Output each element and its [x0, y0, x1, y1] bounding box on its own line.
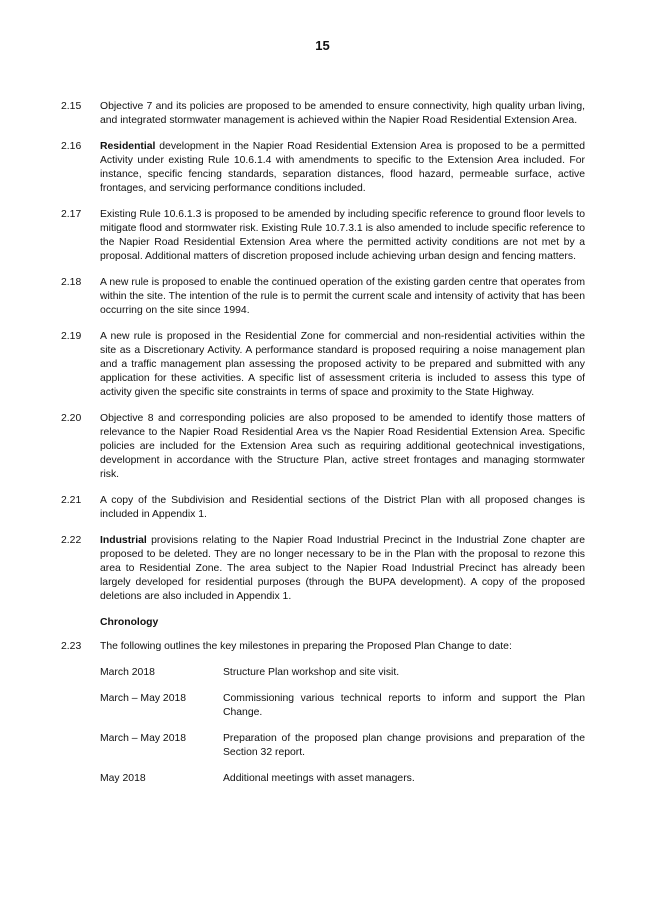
milestone-date: March – May 2018 — [100, 693, 187, 704]
paragraph-text: Objective 8 and corresponding policies are also proposed to be amended to identify those matters of relevance to the Napier Road Residential Area vs the Napier Road Residential Extension Area. Specific policies are included for the Extension Area such as requiring additional geotechnical investigations, development in accordance with the Structure Plan, active street frontages and managing stormwater risk. — [100, 413, 585, 480]
paragraph-2-20 — [61, 412, 585, 482]
paragraph-text: Objective 7 and its policies are proposed to be amended to ensure connectivity, high quality urban living, and integrated stormwater management is achieved within the Napier Road Residential Extension Area. — [100, 101, 585, 126]
paragraph-text: development in the Napier Road Residential Extension Area is proposed to be a permitted Activity under existing Rule 10.6.1.4 with amendments to specific to the Extension Area included. For instance, specific fencing standards, separation distances, flood hazard, permeable surface, active frontages, and servicing performance conditions included. — [100, 141, 585, 194]
paragraph-2-19 — [61, 330, 585, 400]
document-body — [61, 100, 585, 798]
paragraph-lead-bold: Industrial — [100, 535, 147, 546]
paragraph-text: A new rule is proposed in the Residential Zone for commercial and non-residential activities within the site as a Discretionary Activity. A performance standard is proposed requiring a noise management plan and a traffic management plan assessing the proposed activity to be prepared and submitted with any application for these activities. A specific list of assessment criteria is included to assess this type of activity given the specific site constraints in terms of space and proximity to the State Highway. — [100, 331, 585, 398]
paragraph-number: 2.18 — [61, 277, 82, 288]
paragraph-number: 2.19 — [61, 331, 82, 342]
paragraph-2-17 — [61, 208, 585, 264]
paragraph-2-23 — [61, 640, 585, 654]
paragraph-number: 2.17 — [61, 209, 82, 220]
paragraph-2-15 — [61, 100, 585, 128]
paragraph-text: Existing Rule 10.6.1.3 is proposed to be amended by including specific reference to ground floor levels to mitigate flood and stormwater risk. Existing Rule 10.7.3.1 is also amended to include specific reference to the Napier Road Residential Extension Area where the permitted activity conditions are not met by a proposal. Additional matters of discretion proposed include achieving urban design and fencing matters. — [100, 209, 585, 262]
section-heading-chronology: Chronology — [100, 617, 159, 628]
paragraph-number: 2.22 — [61, 535, 82, 546]
milestone-description: Commissioning various technical reports to inform and support the Plan Change. — [223, 693, 585, 718]
paragraph-number: 2.20 — [61, 413, 82, 424]
milestone-list — [61, 666, 585, 786]
milestone-description: Additional meetings with asset managers. — [223, 773, 415, 784]
milestone-date: May 2018 — [100, 773, 146, 784]
milestone-row — [100, 692, 585, 720]
milestone-row — [100, 666, 585, 680]
milestone-row — [100, 772, 585, 786]
milestone-date: March 2018 — [100, 667, 155, 678]
milestone-description: Structure Plan workshop and site visit. — [223, 667, 400, 678]
paragraph-number: 2.21 — [61, 495, 82, 506]
paragraph-text: A copy of the Subdivision and Residential sections of the District Plan with all proposed changes is included in Appendix 1. — [100, 495, 585, 520]
paragraph-number: 2.16 — [61, 141, 82, 152]
paragraph-number: 2.15 — [61, 101, 82, 112]
paragraph-2-16 — [61, 140, 585, 196]
paragraph-2-18 — [61, 276, 585, 318]
paragraph-text: A new rule is proposed to enable the continued operation of the existing garden centre that operates from within the site. The intention of the rule is to permit the current scale and intensity of activity that has been occurring on the site since 1994. — [100, 277, 585, 316]
paragraph-text: provisions relating to the Napier Road Industrial Precinct in the Industrial Zone chapter are proposed to be deleted. They are no longer necessary to be in the Plan with the proposal to rezone this area to Residential Zone. The area subject to the Napier Road Industrial Precinct has already been largely developed for residential purposes (through the BUPA development). A copy of the proposed deletions are also included in Appendix 1. — [100, 535, 585, 602]
paragraph-2-22 — [61, 534, 585, 604]
paragraph-2-21 — [61, 494, 585, 522]
paragraph-lead-bold: Residential — [100, 141, 156, 152]
paragraph-text: The following outlines the key milestones in preparing the Proposed Plan Change to date: — [100, 641, 512, 652]
milestone-description: Preparation of the proposed plan change provisions and preparation of the Section 32 report. — [223, 733, 585, 758]
page-number: 15 — [315, 38, 330, 53]
paragraph-number: 2.23 — [61, 641, 82, 652]
milestone-date: March – May 2018 — [100, 733, 187, 744]
milestone-row — [100, 732, 585, 760]
